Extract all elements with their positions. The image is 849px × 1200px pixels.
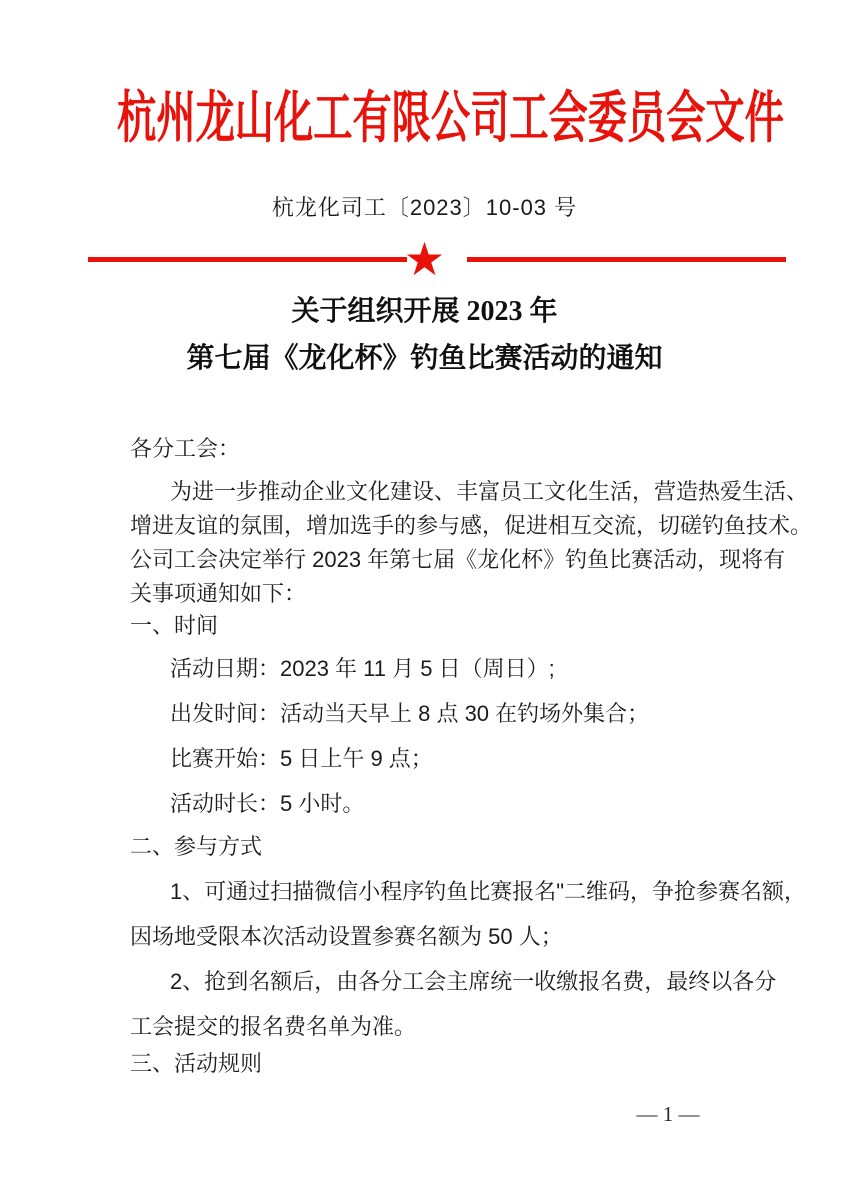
section2-item1-line: 因场地受限本次活动设置参赛名额为 50 人； xyxy=(130,924,563,949)
notice-title-line2: 第七届《龙化杯》钓鱼比赛活动的通知 xyxy=(186,343,663,374)
section1-item-departure: 出发时间：活动当天早上 8 点 30 在钓场外集合； xyxy=(170,701,650,726)
notice-title-line1: 关于组织开展 2023 年 xyxy=(291,296,558,327)
salutation: 各分工会： xyxy=(130,436,241,461)
intro-line: 为进一步推动企业文化建设、丰富员工文化生活，营造热爱生活、 xyxy=(170,479,809,504)
section3-heading: 三、活动规则 xyxy=(130,1051,263,1076)
intro-line: 关事项通知如下： xyxy=(130,581,307,606)
intro-line: 公司工会决定举行 2023 年第七届《龙化杯》钓鱼比赛活动，现将有 xyxy=(130,547,786,572)
section2-item2-line: 2、抢到名额后，由各分工会主席统一收缴报名费，最终以各分 xyxy=(170,969,777,994)
section1-item-start: 比赛开始：5 日上午 9 点； xyxy=(170,746,433,771)
section1-item-date: 活动日期：2023 年 11 月 5 日（周日）; xyxy=(170,656,555,681)
document-header-title-text: 杭州龙山化工有限公司工会委员会文件 xyxy=(117,88,784,150)
red-star-icon: ★ xyxy=(403,233,446,285)
section2-item2-line: 工会提交的报名费名单为准。 xyxy=(130,1014,417,1039)
section2-item1-line: 1、可通过扫描微信小程序钓鱼比赛报名"二维码，争抢参赛名额， xyxy=(170,879,807,904)
document-header-title xyxy=(0,84,849,154)
section1-item-duration: 活动时长：5 小时。 xyxy=(170,791,365,816)
page-number: — 1 — xyxy=(636,1102,700,1126)
section2-heading: 二、参与方式 xyxy=(130,834,263,859)
header-divider xyxy=(88,233,786,285)
divider-line-left xyxy=(88,257,407,262)
section1-heading: 一、时间 xyxy=(130,613,219,638)
divider-line-right xyxy=(467,257,786,262)
document-number: 杭龙化司工〔2023〕10-03 号 xyxy=(271,195,578,220)
intro-line: 增进友谊的氛围，增加选手的参与感，促进相互交流，切磋钓鱼技术。 xyxy=(130,513,813,538)
